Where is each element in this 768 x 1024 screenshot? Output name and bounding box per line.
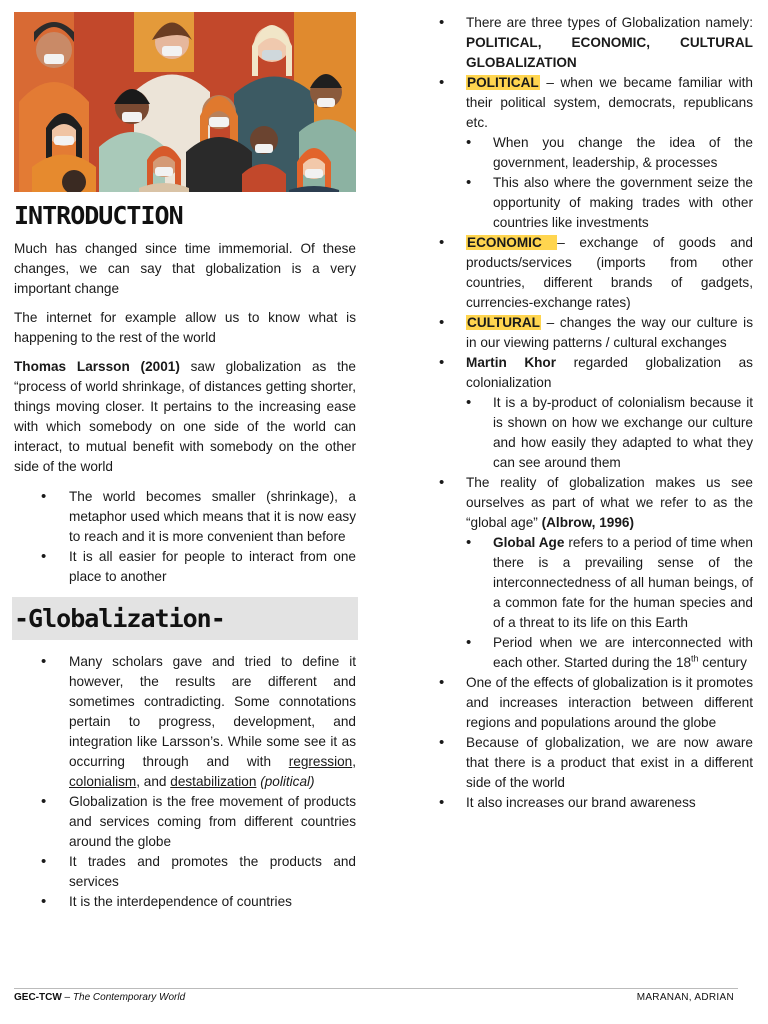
- list-item: • It is the interdependence of countries: [69, 892, 356, 912]
- list-item: • When you change the idea of the government, leadership, & processes: [466, 133, 753, 173]
- reality-text: The reality of globalization makes us see ourselves as part of what we refer to as the “global age”: [466, 475, 753, 530]
- list-item: [439, 473, 753, 673]
- khor-name: Martin Khor: [466, 355, 557, 370]
- course-code: GEC-TCW: [14, 992, 62, 1003]
- list-item: [69, 652, 356, 792]
- khor-sub-list: [466, 393, 753, 473]
- globalization-bullet-list: [14, 652, 356, 912]
- list-item: • It trades and promotes the products and services: [69, 852, 356, 892]
- footer-course: [14, 992, 185, 1003]
- larsson-paragraph: [14, 357, 356, 477]
- footer-author: MARANAN, ADRIAN: [636, 992, 734, 1003]
- period-tail: century: [698, 655, 747, 670]
- list-item: • It also increases our brand awareness: [439, 793, 753, 813]
- regression-term: regression: [288, 754, 353, 769]
- albrow-citation: (Albrow, 1996): [541, 515, 634, 530]
- types-bullet-list: [439, 13, 753, 813]
- list-item: [439, 233, 753, 313]
- political-note: (political): [256, 774, 315, 789]
- destabilization-term: destabilization: [170, 774, 257, 789]
- list-item: • It is a by-product of colonialism because it is shown on how we exchange our culture and how easily they adapted to what they can see around them: [466, 393, 753, 473]
- list-item: [466, 533, 753, 633]
- economic-definition: – exchange of goods and products/services (imports from other countries, different brands of gadgets, currencies-exchange rates): [466, 235, 753, 310]
- list-item: [466, 633, 753, 673]
- footer-divider: [14, 988, 738, 989]
- political-sub-list: [466, 133, 753, 233]
- political-definition: – when we became familiar with their political system, democrats, republicans etc.: [466, 75, 753, 130]
- larsson-definition: saw globalization as the “process of world shrinkage, of distances getting shorter, things moving closer. It pertains to the increasing ease with which somebody on one side of the world can interact, to mutual benefit with somebody on the other side of the world: [14, 359, 356, 474]
- global-age-definition: refers to a period of time when there is a prevailing sense of the interconnectedness of all human beings, of a common fate for the human species and of a threat to its life on this Earth: [493, 535, 753, 630]
- period-superscript: th: [691, 653, 699, 664]
- list-item: • Globalization is the free movement of products and services coming from different countries around the globe: [69, 792, 356, 852]
- crowd-illustration: [14, 12, 356, 192]
- global-age-sub-list: [466, 533, 753, 673]
- separator: ,: [352, 754, 356, 769]
- right-column: [439, 13, 753, 813]
- list-item: • Because of globalization, we are now aware that there is a product that exist in a different side of the world: [439, 733, 753, 793]
- cultural-definition: – changes the way our culture is in our viewing patterns / cultural exchanges: [466, 315, 753, 350]
- introduction-heading: INTRODUCTION: [14, 201, 183, 230]
- larsson-citation: Thomas Larsson (2001): [14, 359, 180, 374]
- footer-dash: –: [61, 992, 73, 1003]
- economic-highlight: ECONOMIC: [467, 235, 557, 250]
- list-item: • It is all easier for people to interact from one place to another: [69, 547, 356, 587]
- colonialism-term: colonialism: [69, 774, 137, 789]
- period-text: Period when we are interconnected with each other. Started during the 18: [493, 635, 753, 670]
- globalization-heading: -Globalization-: [12, 597, 358, 640]
- separator: , and: [136, 774, 171, 789]
- types-names: POLITICAL, ECONOMIC, CULTURAL GLOBALIZATION: [466, 35, 753, 70]
- cultural-highlight: CULTURAL: [467, 315, 540, 330]
- list-item: • This also where the government seize the opportunity of making trades with other countries like investments: [466, 173, 753, 233]
- intro-paragraph-2: The internet for example allow us to know what is happening to the rest of the world: [14, 310, 356, 345]
- left-column: [14, 12, 356, 912]
- list-item: [439, 353, 753, 473]
- list-item: • The world becomes smaller (shrinkage), a metaphor used which means that it is now easy to reach and it is more convenient than before: [69, 487, 356, 547]
- types-intro: There are three types of Globalization namely:: [466, 15, 753, 30]
- list-item: [439, 13, 753, 73]
- political-highlight: POLITICAL: [467, 75, 539, 90]
- intro-paragraph-1: Much has changed since time immemorial. Of these changes, we can say that globalization is a very important change: [14, 241, 356, 296]
- list-item: • One of the effects of globalization is it promotes and increases interaction between different regions and populations around the globe: [439, 673, 753, 733]
- intro-bullet-list: [14, 487, 356, 587]
- list-item: [439, 73, 753, 233]
- khor-definition: regarded globalization as colonialization: [466, 355, 753, 390]
- global-age-term: Global Age: [493, 535, 565, 550]
- list-item: [439, 313, 753, 353]
- scholars-text: Many scholars gave and tried to define it however, the results are different and sometimes contradicting. Some connotations pertain to progress, development, and integration like Larsson’s. While some see it as occurring through and with: [69, 654, 356, 769]
- course-name: The Contemporary World: [72, 992, 186, 1003]
